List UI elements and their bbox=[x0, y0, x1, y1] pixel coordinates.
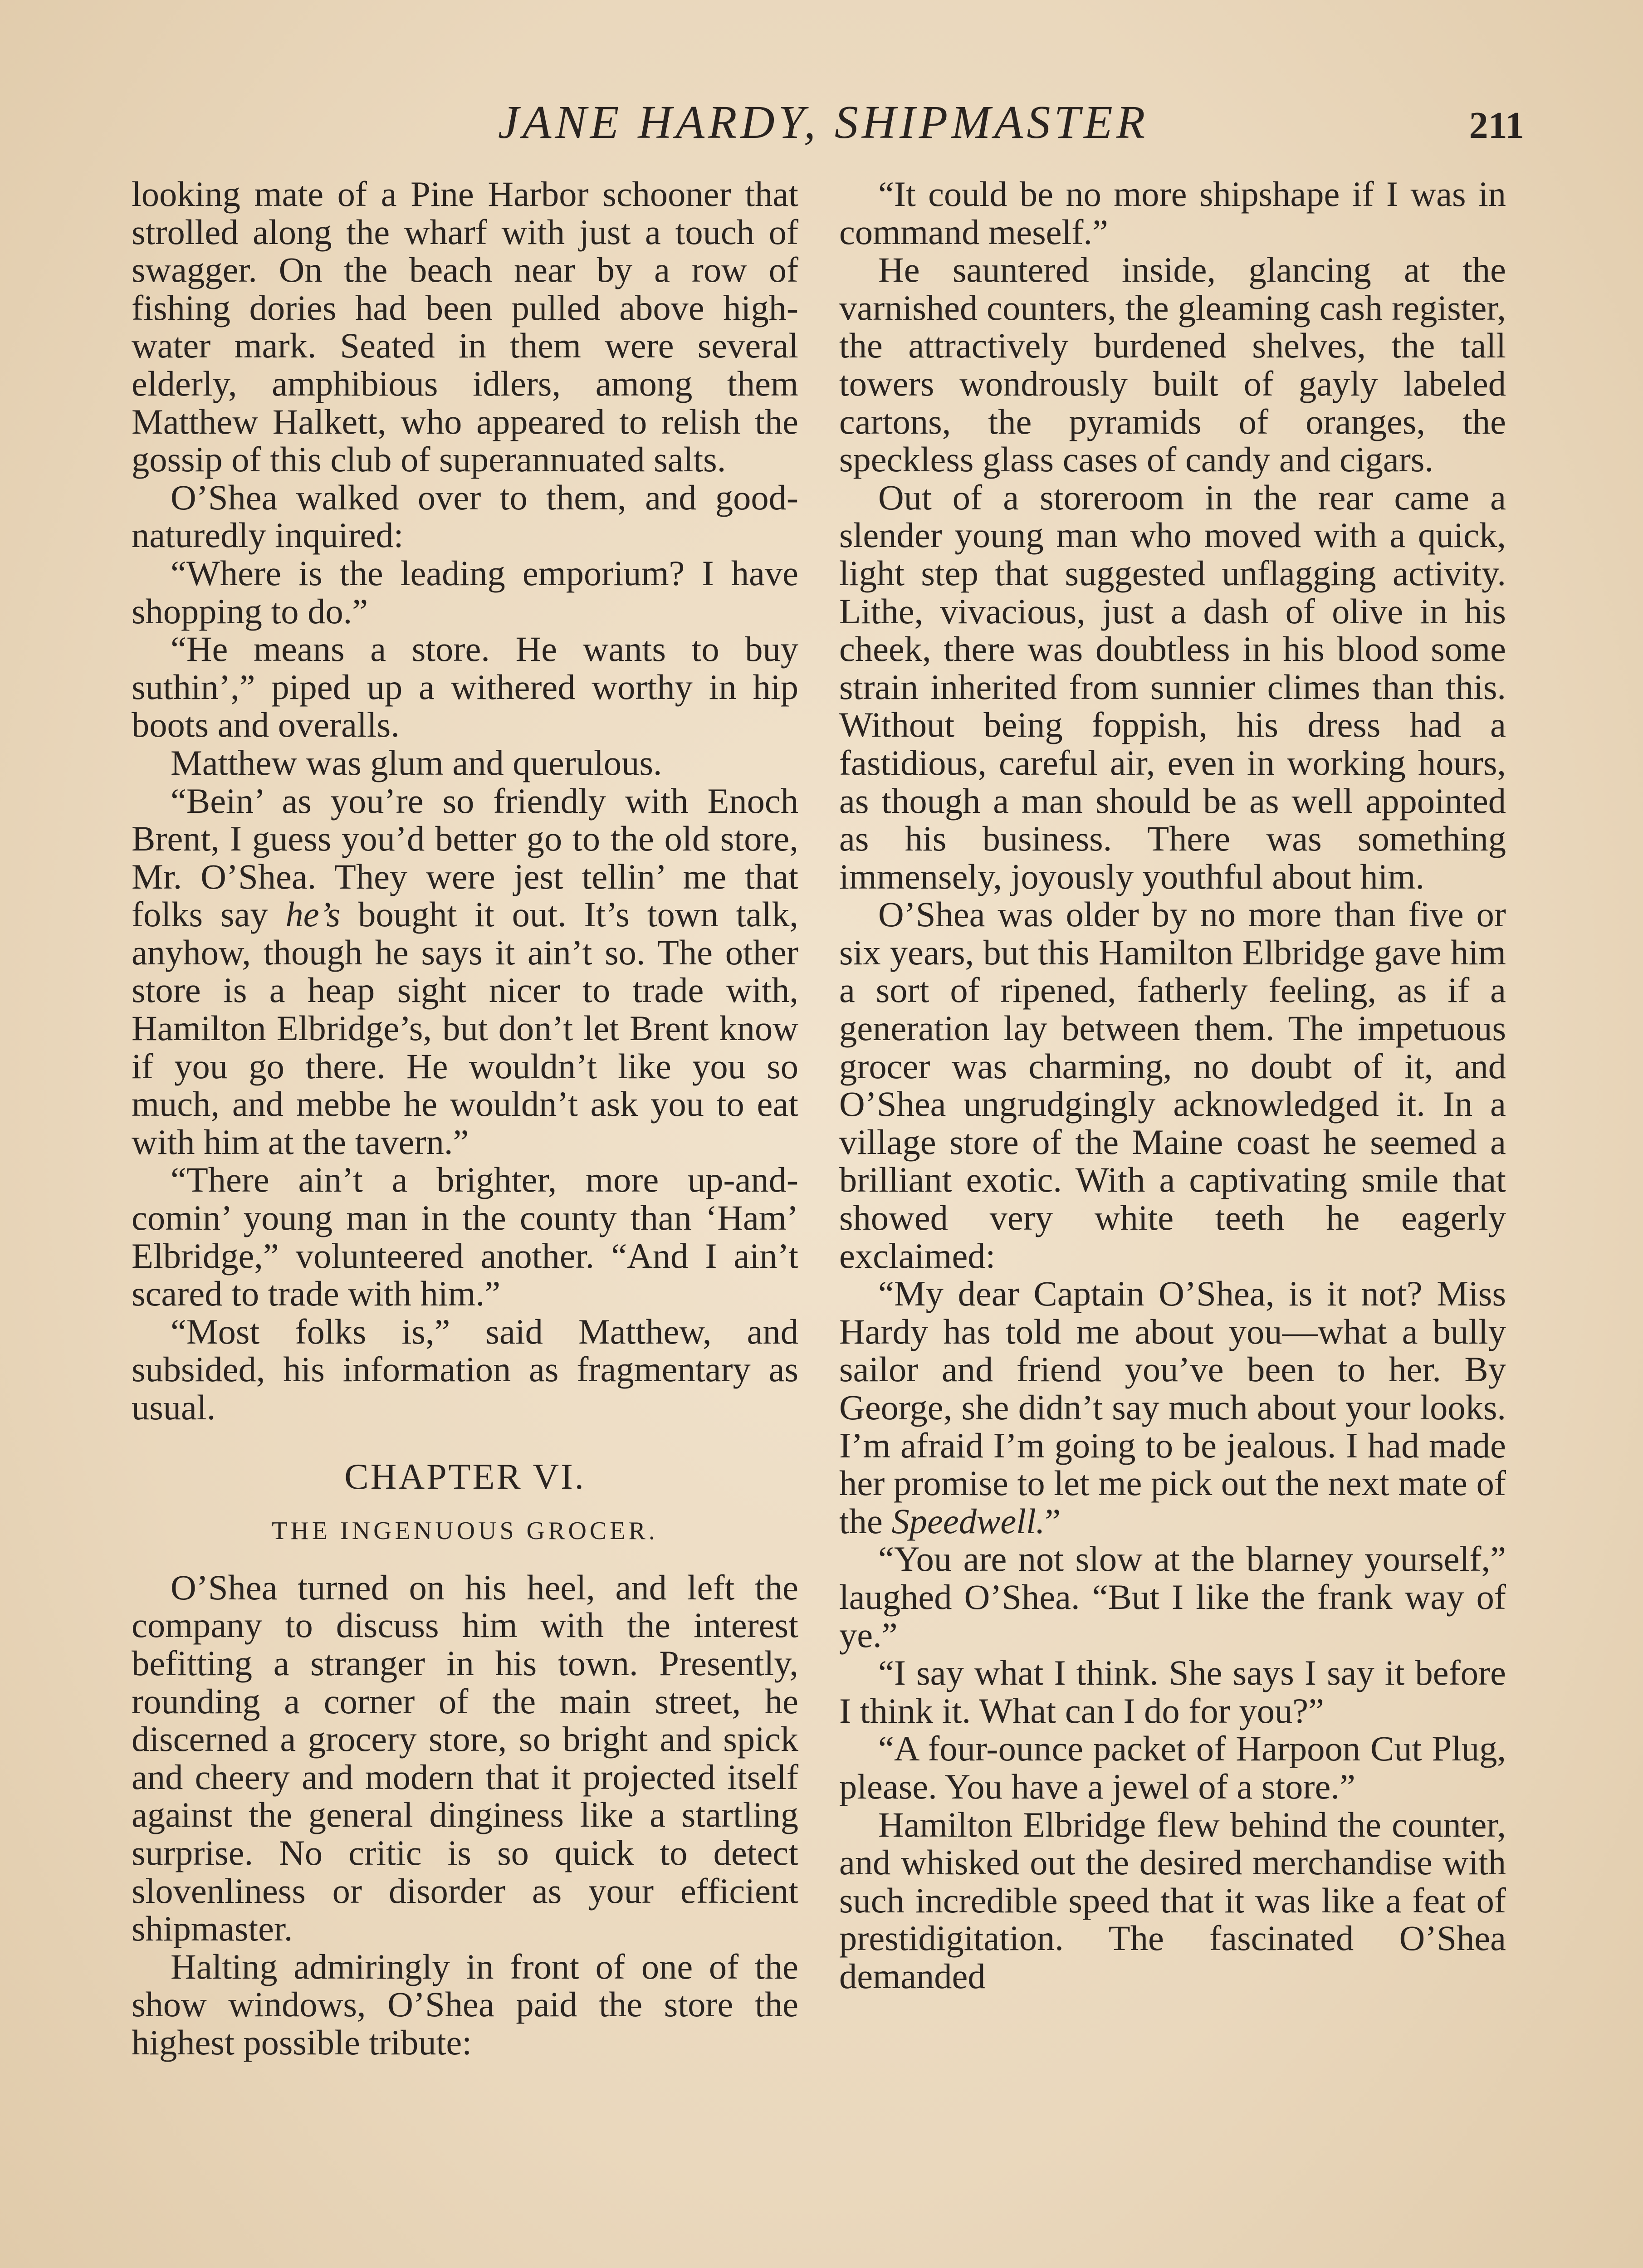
paragraph: Hamilton Elbridge flew behind the counter, and whisked out the desired merchandise with such incredible speed that it was like a feat of prestidigitation. The fascinated O’Shea demanded bbox=[839, 1804, 1506, 1996]
paragraph bbox=[132, 782, 798, 1161]
page-number: 211 bbox=[1469, 104, 1524, 147]
running-title: JANE HARDY, SHIPMASTER bbox=[498, 96, 1149, 148]
chapter-title: CHAPTER VI. bbox=[344, 1457, 586, 1497]
paragraph: “Where is the leading emporium? I have shopping to do.” bbox=[132, 553, 798, 631]
paragraph: O’Shea walked over to them, and good-naturedly inquired: bbox=[132, 477, 798, 555]
paragraph: O’Shea was older by no more than five or six years, but this Hamilton Elbridge gave him a sort of ripened, fatherly feeling, as if a generation lay between them. The impetuous grocer was charming, no doubt of it, and O’Shea ungrudgingly acknowledged it. In a village store of the Maine coast he seemed a brilliant exotic. With a captivating smile that showed very white teeth he eagerly exclaimed: bbox=[839, 894, 1506, 1276]
paragraph: “Most folks is,” said Matthew, and subsided, his information as fragmentary as usual. bbox=[132, 1311, 798, 1427]
paragraph: “It could be no more shipshape if I was in command meself.” bbox=[839, 174, 1506, 252]
right-column bbox=[839, 175, 1506, 1995]
text-span: bought it out. It’s town talk, anyhow, though he says it ain’t so. The other store is a heap sight nicer to trade with, Hamilton Elbridge’s, but don’t let Brent know if you go there. He wouldn’t like you so much, and mebbe he wouldn’t ask you to eat with him at the tavern.” bbox=[132, 894, 798, 1162]
paragraph: “A four-ounce packet of Harpoon Cut Plug, please. You have a jewel of a store.” bbox=[839, 1729, 1506, 1806]
page-header bbox=[132, 95, 1524, 163]
paragraph: Out of a storeroom in the rear came a slender young man who moved with a quick, light step that suggested unflagging activity. Lithe, vivacious, just a dash of olive in his cheek, there was doubtless in his blood some strain inherited from sunnier climes than this. Without being foppish, his dress had a fastidious, careful air, even in working hours, as though a man should be as well appointed as his business. There was something immensely, joyously youthful about him. bbox=[839, 477, 1506, 896]
paragraph: looking mate of a Pine Harbor schooner that strolled along the wharf with just a touch of swagger. On the beach near by a row of fishing dories had been pulled above high-water mark. Seated in them were several elderly, amphibious idlers, among them Matthew Halkett, who appeared to relish the gossip of this club of superannuated salts. bbox=[132, 174, 798, 479]
paragraph: “You are not slow at the blarney yourself,” laughed O’Shea. “But I like the frank way of ye.” bbox=[839, 1539, 1506, 1655]
paragraph: “I say what I think. She says I say it before I think it. What can I do for you?” bbox=[839, 1653, 1506, 1730]
paragraph: O’Shea turned on his heel, and left the company to discuss him with the interest befitting a stranger in his town. Presently, rounding a corner of the main street, he discerned a grocery store, so bright and spick and cheery and modern that it projected itself against the general dinginess like a startling surprise. No critic is so quick to detect slovenliness or disorder as your efficient shipmaster. bbox=[132, 1567, 798, 1949]
text-span: “Bein’ as you’re so friendly with Enoch Brent, I guess you’d better go to the old store, Mr. O’Shea. They were jest tellin’ me that folks say bbox=[132, 781, 798, 934]
text-span: ” bbox=[1045, 1501, 1061, 1541]
text-span: “My dear Captain O’Shea, is it not? Miss Hardy has told me about you—what a bully sailor and friend you’ve been to her. By George, she didn’t say much about your looks. I’m afraid I’m going to be jealous. I had made her promise to let me pick out the next mate of the bbox=[839, 1274, 1506, 1541]
paragraph: “There ain’t a brighter, more up-and-comin’ young man in the county than ‘Ham’ Elbridge,” volunteered another. “And I ain’t scared to trade with him.” bbox=[132, 1160, 798, 1314]
chapter-subtitle: THE INGENUOUS GROCER. bbox=[272, 1517, 658, 1545]
emphasis: he’s bbox=[285, 894, 341, 934]
emphasis: Speedwell. bbox=[891, 1501, 1045, 1541]
paragraph: He sauntered inside, glancing at the varnished counters, the gleaming cash register, the attractively burdened shelves, the tall towers wondrously built of gayly labeled cartons, the pyramids of oranges, the speckless glass cases of candy and cigars. bbox=[839, 250, 1506, 479]
left-column bbox=[132, 175, 798, 2062]
paragraph bbox=[839, 1275, 1506, 1540]
paragraph: “He means a store. He wants to buy suthin’,” piped up a withered worthy in hip boots and overalls. bbox=[132, 629, 798, 745]
paragraph: Halting admiringly in front of one of the show windows, O’Shea paid the store the highest possible tribute: bbox=[132, 1946, 798, 2062]
paragraph: Matthew was glum and querulous. bbox=[171, 743, 662, 782]
